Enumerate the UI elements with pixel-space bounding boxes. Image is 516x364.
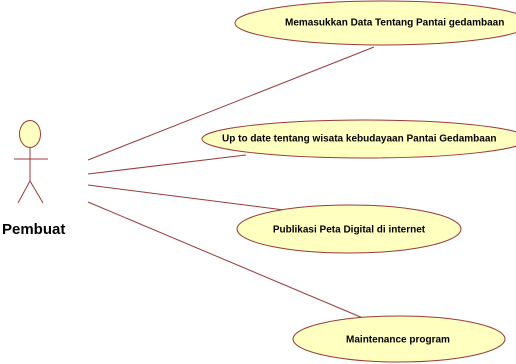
usecase-label-3: Publikasi Peta Digital di internet (272, 224, 426, 236)
actor-right-leg (30, 181, 43, 203)
association-line-3 (88, 185, 284, 210)
association-line-2 (88, 155, 246, 174)
usecase-memasukkan-data[interactable] (235, 1, 516, 45)
usecase-maintenance[interactable] (293, 316, 505, 362)
associations (88, 47, 374, 321)
usecase-up-to-date[interactable] (202, 120, 516, 158)
usecase-label-4: Maintenance program (346, 334, 450, 346)
usecase-label-1: Memasukkan Data Tentang Pantai gedambaan (285, 17, 505, 29)
usecase-label-2: Up to date tentang wisata kebudayaan Pantai Gedambaan (222, 133, 497, 145)
actor-name: Pembuat (2, 221, 66, 238)
actor-pembuat[interactable] (14, 121, 48, 204)
actor-head (20, 121, 41, 148)
actor-left-leg (18, 181, 30, 203)
usecase-publikasi-peta[interactable] (237, 205, 461, 253)
